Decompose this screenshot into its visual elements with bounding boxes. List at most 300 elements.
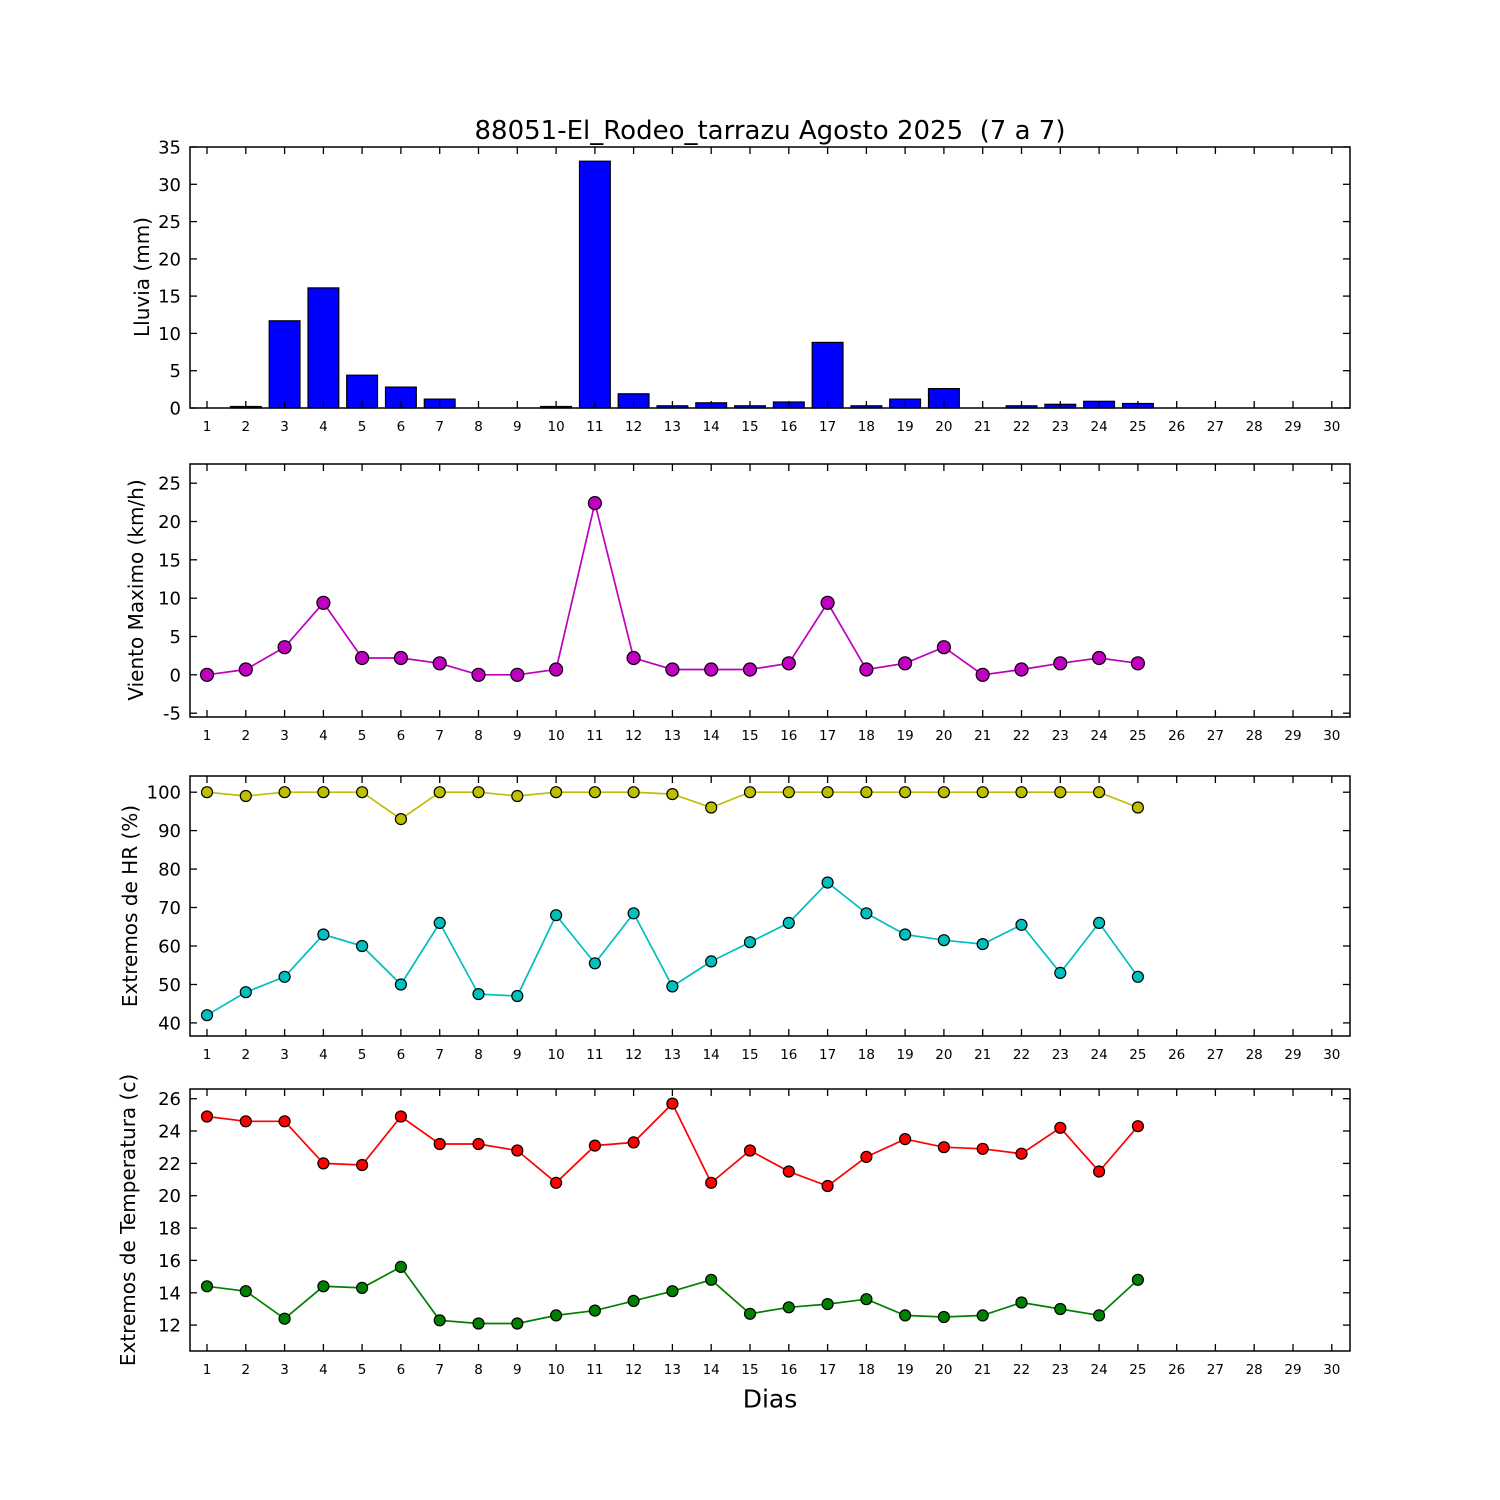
x-tick-label: 9 xyxy=(513,419,522,435)
temperatura_maxima-marker-day-1 xyxy=(202,1111,213,1122)
x-tick-label: 14 xyxy=(702,728,720,744)
panel-lluvia xyxy=(158,138,1350,436)
temperatura_maxima-marker-day-23 xyxy=(1055,1122,1066,1133)
x-tick-label: 19 xyxy=(896,1362,914,1378)
x-tick-label: 17 xyxy=(819,1047,837,1063)
x-tick-label: 12 xyxy=(625,1047,643,1063)
viento_maximo-marker-day-25 xyxy=(1131,657,1144,670)
chart-title: 88051-El_Rodeo_tarrazu Agosto 2025 (7 a 7) xyxy=(474,116,1066,146)
x-tick-label: 1 xyxy=(202,1047,212,1063)
x-tick-label: 24 xyxy=(1090,419,1108,435)
hr_minima-marker-day-17 xyxy=(822,877,833,888)
x-tick-label: 8 xyxy=(474,1047,483,1063)
x-tick-label: 7 xyxy=(435,419,444,435)
x-tick-label: 1 xyxy=(202,419,212,435)
x-tick-label: 26 xyxy=(1168,419,1186,435)
x-tick-label: 23 xyxy=(1051,419,1069,435)
temperatura_maxima-marker-day-13 xyxy=(667,1098,678,1109)
x-tick-label: 25 xyxy=(1129,1047,1147,1063)
x-tick-label: 28 xyxy=(1245,1047,1263,1063)
temperatura_maxima-marker-day-8 xyxy=(473,1139,484,1150)
hr_maxima-marker-day-20 xyxy=(938,787,949,798)
temperatura_minima-marker-day-13 xyxy=(667,1286,678,1297)
series-temperatura_minima xyxy=(202,1261,1144,1329)
hr_maxima-marker-day-5 xyxy=(357,787,368,798)
y-tick-label: 5 xyxy=(169,627,181,648)
x-tick-label: 21 xyxy=(974,1047,992,1063)
hr_minima-marker-day-3 xyxy=(279,971,290,982)
x-tick-label: 13 xyxy=(663,1362,681,1378)
viento_maximo-marker-day-5 xyxy=(356,652,369,665)
x-tick-label: 7 xyxy=(435,1362,444,1378)
x-tick-label: 15 xyxy=(741,1047,759,1063)
x-tick-label: 17 xyxy=(819,1362,837,1378)
x-tick-label: 3 xyxy=(280,728,289,744)
x-tick-label: 30 xyxy=(1323,1047,1341,1063)
temperatura_minima-marker-day-20 xyxy=(938,1312,949,1323)
x-tick-label: 8 xyxy=(474,1362,483,1378)
viento_maximo-marker-day-17 xyxy=(821,596,834,609)
viento_maximo-marker-day-20 xyxy=(937,641,950,654)
x-tick-label: 3 xyxy=(280,1362,289,1378)
hr_maxima-marker-day-16 xyxy=(783,787,794,798)
y-tick-label: 5 xyxy=(169,361,181,383)
viento_maximo-marker-day-19 xyxy=(899,657,912,670)
x-tick-label: 27 xyxy=(1206,1362,1224,1378)
hr_minima-marker-day-18 xyxy=(861,908,872,919)
x-tick-label: 11 xyxy=(586,419,604,435)
x-tick-label: 10 xyxy=(547,419,565,435)
viento_maximo-marker-day-7 xyxy=(433,657,446,670)
y-tick-label: 35 xyxy=(158,137,181,159)
viento_maximo-marker-day-16 xyxy=(782,657,795,670)
viento_maximo-line xyxy=(207,503,1138,675)
x-tick-label: 16 xyxy=(780,419,798,435)
y-tick-label: 24 xyxy=(158,1121,181,1143)
x-tick-label: 5 xyxy=(357,419,367,435)
y-tick-label: 15 xyxy=(158,286,181,308)
hr_minima-marker-day-4 xyxy=(318,929,329,940)
x-tick-label: 4 xyxy=(319,1362,328,1378)
hr_maxima-marker-day-23 xyxy=(1055,787,1066,798)
temperatura_maxima-marker-day-15 xyxy=(745,1145,756,1156)
x-tick-label: 23 xyxy=(1051,728,1069,744)
x-tick-label: 6 xyxy=(396,728,406,744)
temperatura_maxima-marker-day-14 xyxy=(706,1177,717,1188)
temperatura_minima-marker-day-25 xyxy=(1132,1274,1143,1285)
viento_maximo-marker-day-12 xyxy=(627,652,640,665)
viento_maximo-marker-day-23 xyxy=(1054,657,1067,670)
hr_maxima-marker-day-12 xyxy=(628,787,639,798)
x-tick-label: 16 xyxy=(780,1362,798,1378)
axes-frame-lluvia xyxy=(190,147,1350,408)
x-tick-label: 27 xyxy=(1206,728,1224,744)
temperatura_minima-marker-day-22 xyxy=(1016,1297,1027,1308)
x-tick-label: 29 xyxy=(1284,728,1302,744)
y-tick-label: 10 xyxy=(158,323,181,345)
hr_minima-marker-day-14 xyxy=(706,956,717,967)
temperatura_minima-marker-day-17 xyxy=(822,1299,833,1310)
hr_minima-marker-day-15 xyxy=(745,937,756,948)
temperatura_minima-marker-day-14 xyxy=(706,1274,717,1285)
ylabel-lluvia: Lluvia (mm) xyxy=(130,217,154,337)
x-tick-label: 17 xyxy=(819,419,837,435)
y-tick-label: 25 xyxy=(158,212,181,234)
x-tick-label: 5 xyxy=(357,728,367,744)
x-tick-label: 6 xyxy=(396,1047,406,1063)
x-tick-label: 15 xyxy=(741,1362,759,1378)
viento_maximo-marker-day-11 xyxy=(588,497,601,510)
hr_minima-marker-day-6 xyxy=(395,979,406,990)
x-tick-label: 1 xyxy=(202,728,212,744)
temperatura_maxima-marker-day-10 xyxy=(551,1177,562,1188)
viento_maximo-marker-day-14 xyxy=(705,663,718,676)
hr_maxima-marker-day-6 xyxy=(395,814,406,825)
x-tick-label: 18 xyxy=(857,728,875,744)
hr_maxima-marker-day-3 xyxy=(279,787,290,798)
x-tick-label: 18 xyxy=(857,1362,875,1378)
x-tick-label: 29 xyxy=(1284,1047,1302,1063)
x-tick-label: 26 xyxy=(1168,1362,1186,1378)
y-tick-label: 16 xyxy=(158,1250,181,1272)
viento_maximo-marker-day-9 xyxy=(511,668,524,681)
x-tick-label: 19 xyxy=(896,419,914,435)
temperatura_minima-marker-day-8 xyxy=(473,1318,484,1329)
viento_maximo-marker-day-22 xyxy=(1015,663,1028,676)
temperatura_minima-marker-day-12 xyxy=(628,1295,639,1306)
hr_minima-marker-day-21 xyxy=(977,939,988,950)
x-tick-label: 5 xyxy=(357,1362,367,1378)
x-tick-label: 7 xyxy=(435,728,444,744)
y-tick-label: 18 xyxy=(158,1218,181,1240)
x-tick-label: 27 xyxy=(1206,419,1224,435)
hr_minima-marker-day-20 xyxy=(938,935,949,946)
temperatura_maxima-marker-day-4 xyxy=(318,1158,329,1169)
x-tick-label: 12 xyxy=(625,1362,643,1378)
x-tick-label: 22 xyxy=(1012,419,1031,435)
y-tick-label: 50 xyxy=(158,975,181,996)
x-tick-label: 8 xyxy=(474,419,483,435)
x-tick-label: 22 xyxy=(1012,728,1031,744)
temperatura_maxima-marker-day-2 xyxy=(240,1116,251,1127)
x-tick-label: 23 xyxy=(1051,1362,1069,1378)
x-tick-label: 3 xyxy=(280,419,289,435)
y-tick-label: 14 xyxy=(158,1283,181,1305)
temperatura_maxima-marker-day-11 xyxy=(589,1140,600,1151)
x-tick-label: 15 xyxy=(741,728,759,744)
hr_maxima-marker-day-25 xyxy=(1132,802,1143,813)
x-tick-label: 7 xyxy=(435,1047,444,1063)
x-tick-label: 30 xyxy=(1323,1362,1341,1378)
x-tick-label: 12 xyxy=(625,728,643,744)
temperatura_maxima-marker-day-21 xyxy=(977,1143,988,1154)
x-tick-label: 10 xyxy=(547,1047,565,1063)
temperatura_minima-marker-day-11 xyxy=(589,1305,600,1316)
temperatura_maxima-line xyxy=(207,1104,1138,1186)
viento_maximo-marker-day-4 xyxy=(317,596,330,609)
x-tick-label: 9 xyxy=(513,728,522,744)
hr_maxima-marker-day-7 xyxy=(434,787,445,798)
y-tick-label: -5 xyxy=(163,703,181,725)
temperatura_maxima-marker-day-25 xyxy=(1132,1121,1143,1132)
temperatura_maxima-marker-day-20 xyxy=(938,1142,949,1153)
hr_minima-line xyxy=(207,883,1138,1016)
hr_minima-marker-day-25 xyxy=(1132,971,1143,982)
axes-frame-viento_maximo xyxy=(190,464,1350,717)
y-tick-label: 20 xyxy=(158,512,181,533)
series-temperatura_maxima xyxy=(202,1098,1144,1191)
viento_maximo-marker-day-8 xyxy=(472,668,485,681)
x-tick-label: 2 xyxy=(241,1047,251,1063)
temperatura_maxima-marker-day-17 xyxy=(822,1181,833,1192)
x-tick-label: 2 xyxy=(241,728,251,744)
x-tick-label: 28 xyxy=(1245,419,1263,435)
axes-frame-extremos_hr xyxy=(190,776,1350,1036)
temperatura_maxima-marker-day-16 xyxy=(783,1166,794,1177)
x-tick-label: 12 xyxy=(625,419,643,435)
x-tick-label: 8 xyxy=(474,728,483,744)
hr_minima-marker-day-12 xyxy=(628,908,639,919)
xlabel-dias: Dias xyxy=(742,1384,798,1414)
x-tick-label: 17 xyxy=(819,728,837,744)
hr_minima-marker-day-13 xyxy=(667,981,678,992)
x-tick-label: 4 xyxy=(319,1047,328,1063)
temperatura_maxima-marker-day-3 xyxy=(279,1116,290,1127)
hr_minima-marker-day-2 xyxy=(240,987,251,998)
ylabel-extremos-hr: Extremos de HR (%) xyxy=(118,804,142,1008)
hr_minima-marker-day-7 xyxy=(434,917,445,928)
temperatura_minima-marker-day-9 xyxy=(512,1318,523,1329)
hr_minima-marker-day-23 xyxy=(1055,967,1066,978)
temperatura_maxima-marker-day-6 xyxy=(395,1111,406,1122)
hr_maxima-marker-day-14 xyxy=(706,802,717,813)
x-tick-label: 28 xyxy=(1245,728,1263,744)
hr_minima-marker-day-10 xyxy=(551,910,562,921)
temperatura_minima-marker-day-18 xyxy=(861,1294,872,1305)
x-tick-label: 30 xyxy=(1323,419,1341,435)
x-tick-label: 21 xyxy=(974,728,992,744)
hr_minima-marker-day-9 xyxy=(512,991,523,1002)
x-tick-label: 11 xyxy=(586,1362,604,1378)
bar-day-3 xyxy=(269,321,300,408)
temperatura_minima-marker-day-15 xyxy=(745,1308,756,1319)
bar-day-17 xyxy=(812,342,843,408)
series-viento_maximo xyxy=(201,497,1145,682)
temperatura_minima-marker-day-3 xyxy=(279,1313,290,1324)
x-tick-label: 30 xyxy=(1323,728,1341,744)
x-tick-label: 19 xyxy=(896,1047,914,1063)
x-tick-label: 15 xyxy=(741,419,759,435)
y-tick-label: 100 xyxy=(146,782,181,804)
x-tick-label: 4 xyxy=(319,419,328,435)
temperatura_minima-marker-day-23 xyxy=(1055,1304,1066,1315)
x-tick-label: 14 xyxy=(702,419,720,435)
x-tick-label: 2 xyxy=(241,1362,251,1378)
x-tick-label: 29 xyxy=(1284,1362,1302,1378)
axes-frame-extremos_temperatura xyxy=(190,1089,1350,1351)
x-tick-label: 16 xyxy=(780,1047,798,1063)
x-tick-label: 21 xyxy=(974,1362,992,1378)
x-tick-label: 1 xyxy=(202,1362,212,1378)
x-tick-label: 24 xyxy=(1090,1047,1108,1063)
x-tick-label: 29 xyxy=(1284,419,1302,435)
viento_maximo-marker-day-15 xyxy=(744,663,757,676)
temperatura_minima-marker-day-24 xyxy=(1094,1310,1105,1321)
viento_maximo-marker-day-2 xyxy=(239,663,252,676)
y-tick-label: 20 xyxy=(158,1186,181,1208)
temperatura_maxima-marker-day-7 xyxy=(434,1139,445,1150)
hr_maxima-marker-day-9 xyxy=(512,791,523,802)
temperatura_minima-marker-day-16 xyxy=(783,1302,794,1313)
viento_maximo-marker-day-10 xyxy=(550,663,563,676)
temperatura_maxima-marker-day-24 xyxy=(1094,1166,1105,1177)
x-tick-label: 6 xyxy=(396,419,406,435)
y-tick-label: 15 xyxy=(158,550,181,572)
x-tick-label: 20 xyxy=(935,728,953,744)
x-tick-label: 10 xyxy=(547,1362,565,1378)
y-tick-label: 20 xyxy=(158,249,181,271)
x-tick-label: 5 xyxy=(357,1047,367,1063)
panel-extremos_temperatura xyxy=(158,1089,1350,1378)
viento_maximo-marker-day-18 xyxy=(860,663,873,676)
hr_minima-marker-day-1 xyxy=(202,1010,213,1021)
panel-viento_maximo xyxy=(158,464,1350,744)
hr_maxima-marker-day-22 xyxy=(1016,787,1027,798)
y-tick-label: 70 xyxy=(158,898,181,919)
ylabel-viento-maximo: Viento Maximo (km/h) xyxy=(124,479,148,701)
y-tick-label: 25 xyxy=(158,473,181,495)
bar-day-11 xyxy=(580,161,611,408)
temperatura_minima-marker-day-19 xyxy=(900,1310,911,1321)
x-tick-label: 11 xyxy=(586,728,604,744)
x-tick-label: 23 xyxy=(1051,1047,1069,1063)
x-tick-label: 24 xyxy=(1090,1362,1108,1378)
x-tick-label: 28 xyxy=(1245,1362,1263,1378)
hr_maxima-marker-day-19 xyxy=(900,787,911,798)
x-tick-label: 22 xyxy=(1012,1362,1031,1378)
x-tick-label: 3 xyxy=(280,1047,289,1063)
hr_minima-marker-day-22 xyxy=(1016,919,1027,930)
x-tick-label: 14 xyxy=(702,1047,720,1063)
viento_maximo-marker-day-24 xyxy=(1093,652,1106,665)
viento_maximo-marker-day-13 xyxy=(666,663,679,676)
x-tick-label: 18 xyxy=(857,419,875,435)
x-tick-label: 10 xyxy=(547,728,565,744)
panel-extremos_hr xyxy=(147,776,1350,1063)
x-tick-label: 25 xyxy=(1129,728,1147,744)
x-tick-label: 14 xyxy=(702,1362,720,1378)
ylabel-extremos-temperatura: Extremos de Temperatura (c) xyxy=(116,1073,140,1367)
y-tick-label: 10 xyxy=(158,588,181,610)
x-tick-label: 16 xyxy=(780,728,798,744)
temperatura_maxima-marker-day-19 xyxy=(900,1134,911,1145)
temperatura_maxima-marker-day-5 xyxy=(357,1160,368,1171)
temperatura_minima-marker-day-7 xyxy=(434,1315,445,1326)
x-tick-label: 25 xyxy=(1129,1362,1147,1378)
temperatura_minima-marker-day-2 xyxy=(240,1286,251,1297)
hr_maxima-marker-day-1 xyxy=(202,787,213,798)
hr_maxima-marker-day-18 xyxy=(861,787,872,798)
x-tick-label: 13 xyxy=(663,419,681,435)
hr_minima-marker-day-11 xyxy=(589,958,600,969)
y-tick-label: 0 xyxy=(169,398,181,420)
y-tick-label: 80 xyxy=(158,859,181,881)
x-tick-label: 20 xyxy=(935,1362,953,1378)
x-tick-label: 9 xyxy=(513,1047,522,1063)
x-tick-label: 20 xyxy=(935,419,953,435)
hr_maxima-marker-day-24 xyxy=(1094,787,1105,798)
temperatura_maxima-marker-day-18 xyxy=(861,1151,872,1162)
y-tick-label: 90 xyxy=(158,821,181,843)
temperatura_minima-marker-day-21 xyxy=(977,1310,988,1321)
bar-day-4 xyxy=(308,288,339,408)
x-tick-label: 20 xyxy=(935,1047,953,1063)
series-hr_minima xyxy=(202,877,1144,1021)
x-tick-label: 22 xyxy=(1012,1047,1031,1063)
bars-lluvia xyxy=(230,161,1153,408)
temperatura_maxima-marker-day-9 xyxy=(512,1145,523,1156)
hr_minima-marker-day-24 xyxy=(1094,917,1105,928)
x-tick-label: 24 xyxy=(1090,728,1108,744)
x-tick-label: 2 xyxy=(241,419,251,435)
y-tick-label: 22 xyxy=(158,1153,181,1175)
hr_maxima-marker-day-15 xyxy=(745,787,756,798)
temperatura_minima-marker-day-1 xyxy=(202,1281,213,1292)
hr_maxima-marker-day-2 xyxy=(240,791,251,802)
hr_maxima-marker-day-13 xyxy=(667,789,678,800)
viento_maximo-marker-day-3 xyxy=(278,641,291,654)
hr_minima-marker-day-19 xyxy=(900,929,911,940)
hr_maxima-marker-day-11 xyxy=(589,787,600,798)
x-tick-label: 21 xyxy=(974,419,992,435)
y-tick-label: 60 xyxy=(158,936,181,958)
hr_maxima-marker-day-4 xyxy=(318,787,329,798)
y-tick-label: 0 xyxy=(169,665,181,687)
x-tick-label: 27 xyxy=(1206,1047,1224,1063)
x-tick-label: 9 xyxy=(513,1362,522,1378)
hr_maxima-marker-day-8 xyxy=(473,787,484,798)
hr_maxima-marker-day-10 xyxy=(551,787,562,798)
y-tick-label: 40 xyxy=(158,1013,181,1035)
y-tick-label: 30 xyxy=(158,174,181,196)
temperatura_maxima-marker-day-12 xyxy=(628,1137,639,1148)
viento_maximo-marker-day-1 xyxy=(201,668,214,681)
x-tick-label: 6 xyxy=(396,1362,406,1378)
x-tick-label: 19 xyxy=(896,728,914,744)
temperatura_maxima-marker-day-22 xyxy=(1016,1148,1027,1159)
viento_maximo-marker-day-21 xyxy=(976,668,989,681)
viento_maximo-marker-day-6 xyxy=(394,652,407,665)
x-tick-label: 26 xyxy=(1168,1047,1186,1063)
x-tick-label: 13 xyxy=(663,1047,681,1063)
temperatura_minima-marker-day-5 xyxy=(357,1282,368,1293)
series-hr_maxima xyxy=(202,787,1144,825)
hr_minima-marker-day-8 xyxy=(473,989,484,1000)
x-tick-label: 25 xyxy=(1129,419,1147,435)
x-tick-label: 4 xyxy=(319,728,328,744)
x-tick-label: 13 xyxy=(663,728,681,744)
y-tick-label: 12 xyxy=(158,1315,181,1337)
hr_maxima-marker-day-17 xyxy=(822,787,833,798)
x-tick-label: 18 xyxy=(857,1047,875,1063)
temperatura_minima-marker-day-6 xyxy=(395,1261,406,1272)
hr_minima-marker-day-16 xyxy=(783,917,794,928)
hr_minima-marker-day-5 xyxy=(357,941,368,952)
x-tick-label: 11 xyxy=(586,1047,604,1063)
temperatura_minima-marker-day-4 xyxy=(318,1281,329,1292)
temperatura_minima-marker-day-10 xyxy=(551,1310,562,1321)
hr_maxima-marker-day-21 xyxy=(977,787,988,798)
